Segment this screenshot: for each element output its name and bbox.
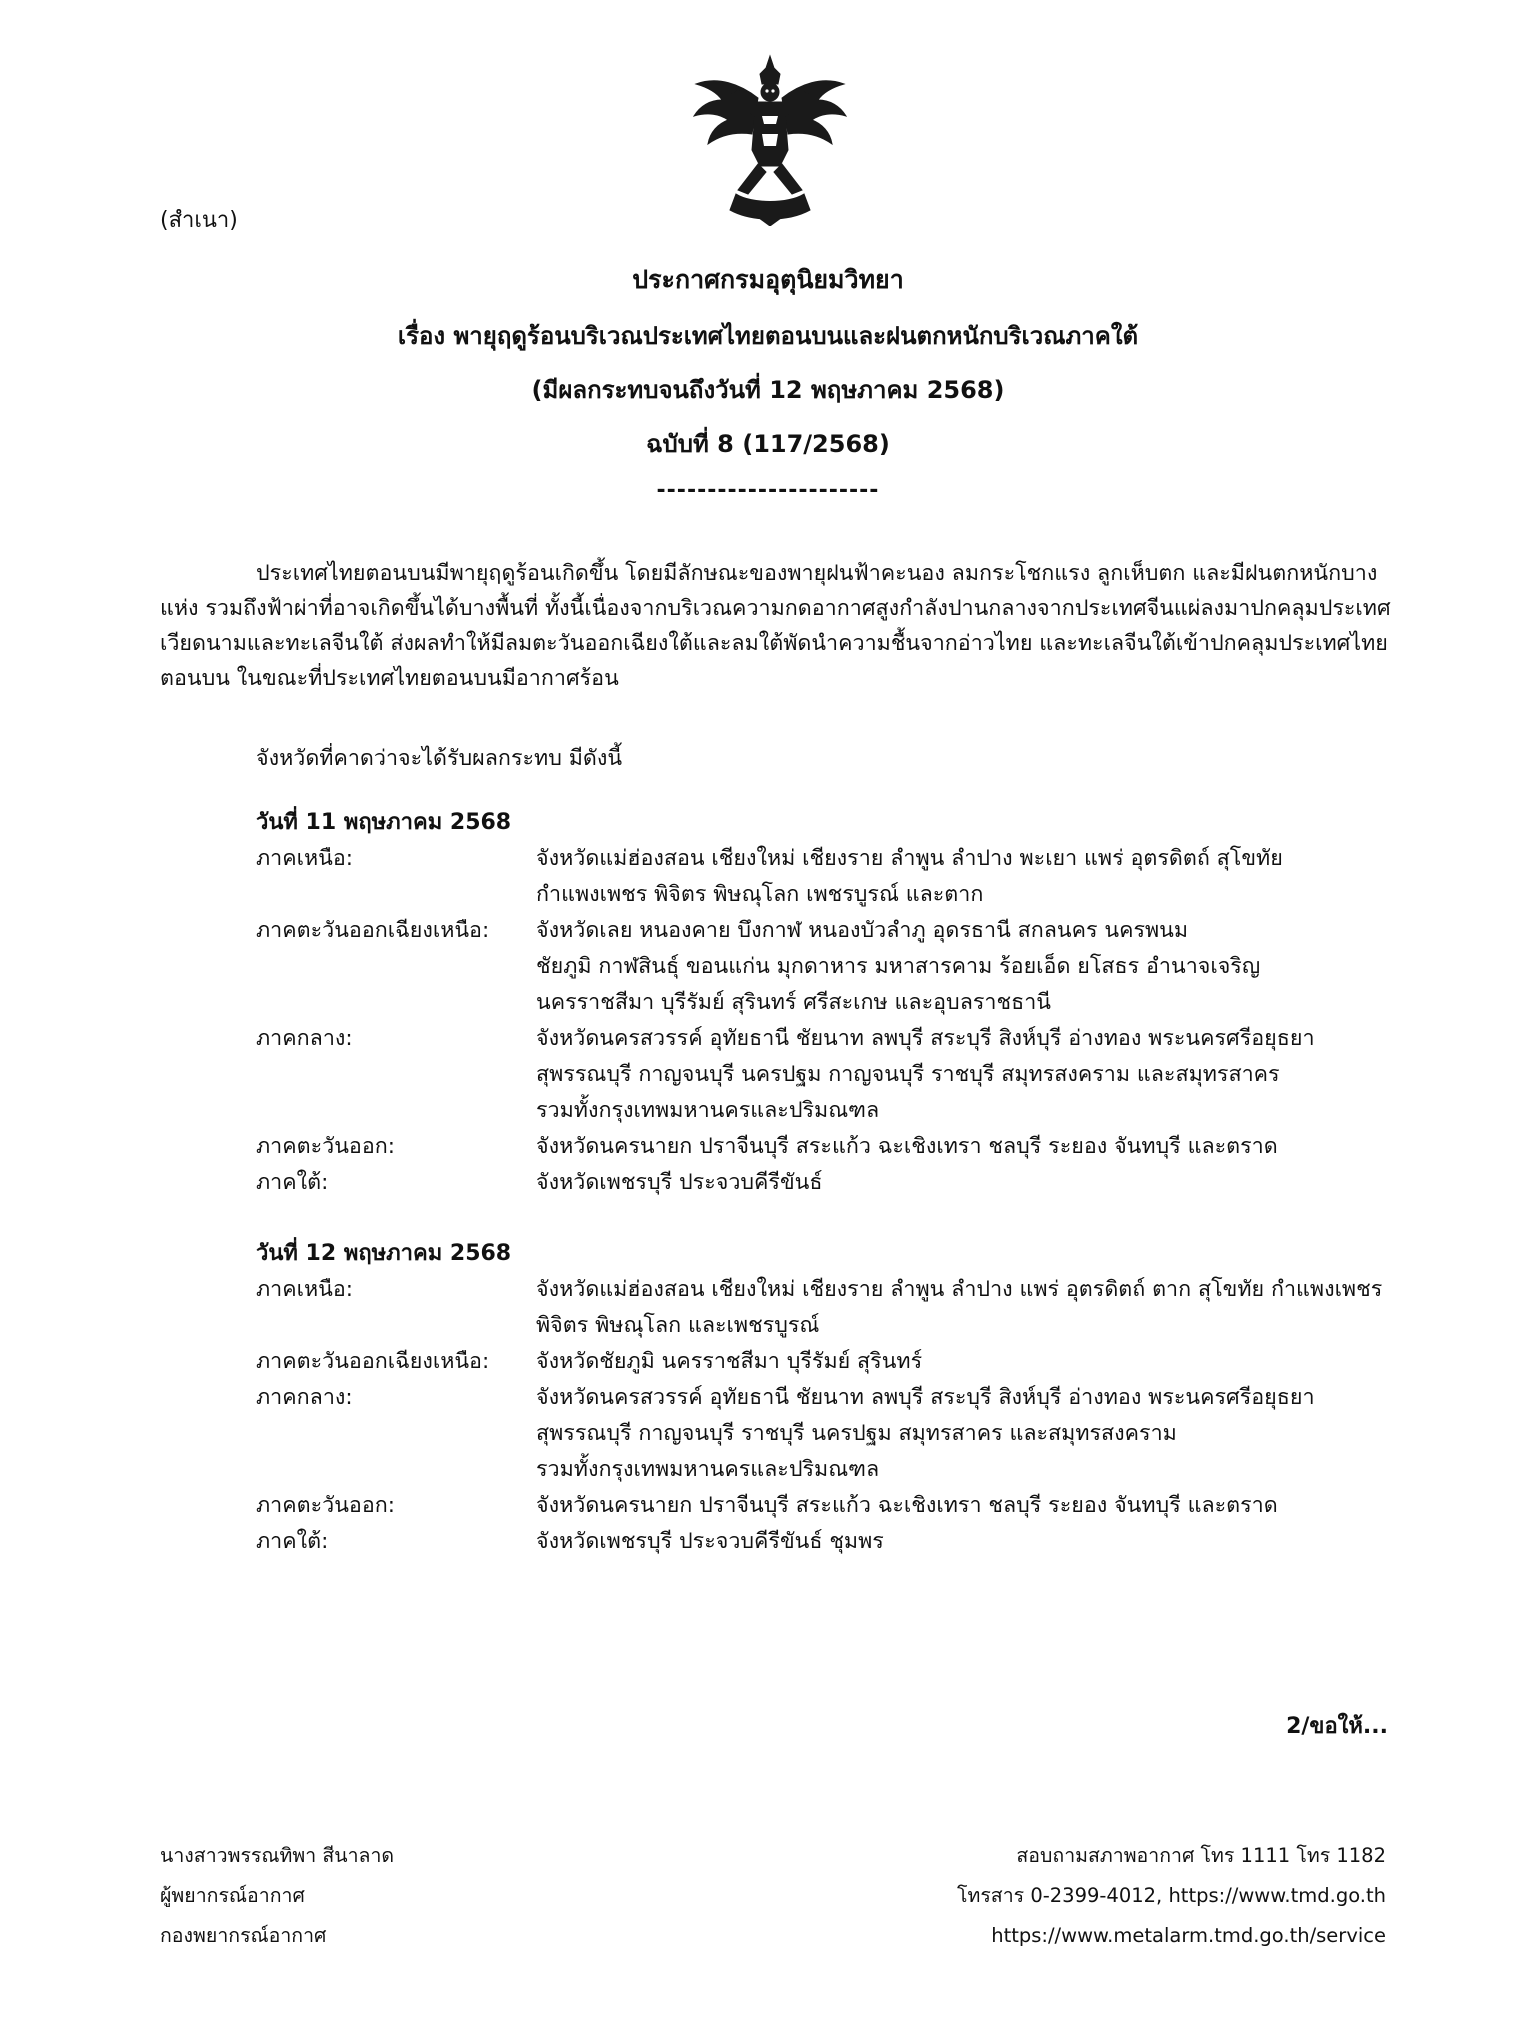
region-provinces: [536, 841, 1416, 913]
province-line: จังหวัดเลย หนองคาย บึงกาฬ หนองบัวลำภู อุดรธานี สกลนคร นครพนม: [536, 918, 1189, 943]
region-row: [256, 1129, 1416, 1165]
forecaster-division: กองพยากรณ์อากาศ: [160, 1924, 327, 1947]
footer-contact: [957, 1836, 1386, 1956]
next-page-reference: 2/ขอให้...: [1286, 1714, 1388, 1739]
region-label: ภาคใต้:: [256, 1170, 329, 1195]
province-line: จังหวัดเพชรบุรี ประจวบคีรีขันธ์ ชุมพร: [536, 1529, 884, 1554]
region-label: ภาคใต้:: [256, 1529, 329, 1554]
title-separator: ----------------------: [656, 478, 880, 503]
region-row: [256, 913, 1416, 1021]
region-label: ภาคกลาง:: [256, 1385, 353, 1410]
day1-section: [256, 805, 1416, 1201]
province-line: จังหวัดนครสวรรค์ อุทัยธานี ชัยนาท ลพบุรี สระบุรี สิงห์บุรี อ่างทอง พระนครศรีอยุธยา: [536, 1026, 1315, 1051]
region-provinces: [536, 1344, 1416, 1380]
province-line: ชัยภูมิ กาฬสินธุ์ ขอนแก่น มุกดาหาร มหาสารคาม ร้อยเอ็ด ยโสธร อำนาจเจริญ: [536, 954, 1261, 979]
province-line: จังหวัดแม่ฮ่องสอน เชียงใหม่ เชียงราย ลำพูน ลำปาง แพร่ อุตรดิตถ์ ตาก สุโขทัย กำแพงเพชร: [536, 1277, 1383, 1302]
region-provinces: [536, 1165, 1416, 1201]
province-line: สุพรรณบุรี กาญจนบุรี ราชบุรี นครปฐม สมุทรสาคร และสมุทรสงคราม: [536, 1421, 1177, 1446]
province-line: รวมทั้งกรุงเทพมหานครและปริมณฑล: [536, 1098, 880, 1123]
province-line: จังหวัดนครสวรรค์ อุทัยธานี ชัยนาท ลพบุรี สระบุรี สิงห์บุรี อ่างทอง พระนครศรีอยุธยา: [536, 1385, 1315, 1410]
affected-provinces-lead: จังหวัดที่คาดว่าจะได้รับผลกระทบ มีดังนี้: [256, 746, 623, 771]
region-row: [256, 1165, 1416, 1201]
region-provinces: [536, 1488, 1416, 1524]
province-line: สุพรรณบุรี กาญจนบุรี นครปฐม กาญจนบุรี ราชบุรี สมุทรสงคราม และสมุทรสาคร: [536, 1062, 1280, 1087]
region-provinces: [536, 1021, 1416, 1129]
footer-forecaster: [160, 1836, 394, 1956]
region-label: ภาคเหนือ:: [256, 1277, 354, 1302]
forecaster-name: นางสาวพรรณทิพา สีนาลาด: [160, 1844, 395, 1867]
intro-paragraph: ประเทศไทยตอนบนมีพายุฤดูร้อนเกิดขึ้น โดยมีลักษณะของพายุฝนฟ้าคะนอง ลมกระโชกแรง ลูกเห็บตก และมีฝนตกหนักบางแห่ง รวมถึงฟ้าผ่าที่อาจเกิดขึ้นได้บางพื้นที่ ทั้งนี้เนื่องจากบริเวณความกดอากาศสูงกำลังปานกลางจากประเทศจีนแผ่ลงมาปกคลุมประเทศเวียดนามและทะเลจีนใต้ ส่งผลทำให้มีลมตะวันออกเฉียงใต้และลมใต้พัดนำความชื้นจากอ่าวไทย และทะเลจีนใต้เข้าปกคลุมประเทศไทยตอนบน ในขณะที่ประเทศไทยตอนบนมีอากาศร้อน: [160, 561, 1391, 691]
region-provinces: [536, 1524, 1416, 1560]
garuda-emblem-icon: [688, 54, 852, 226]
region-label: ภาคตะวันออก:: [256, 1134, 395, 1159]
forecaster-position: ผู้พยากรณ์อากาศ: [160, 1884, 305, 1907]
contact-service-url: https://www.metalarm.tmd.go.th/service: [991, 1924, 1386, 1947]
day2-title: วันที่ 12 พฤษภาคม 2568: [256, 1241, 512, 1266]
contact-phone: สอบถามสภาพอากาศ โทร 1111 โทร 1182: [1016, 1844, 1386, 1867]
announcement-issue-number: ฉบับที่ 8 (117/2568): [646, 430, 890, 458]
day1-title: วันที่ 11 พฤษภาคม 2568: [256, 810, 512, 835]
region-row: [256, 1021, 1416, 1129]
province-line: จังหวัดชัยภูมิ นครราชสีมา บุรีรัมย์ สุรินทร์: [536, 1349, 923, 1374]
region-label: ภาคกลาง:: [256, 1026, 353, 1051]
day2-regions: [256, 1272, 1416, 1560]
province-line: จังหวัดแม่ฮ่องสอน เชียงใหม่ เชียงราย ลำพูน ลำปาง พะเยา แพร่ อุตรดิตถ์ สุโขทัย: [536, 846, 1283, 871]
region-label: ภาคตะวันออกเฉียงเหนือ:: [256, 1349, 490, 1374]
day2-section: [256, 1236, 1416, 1560]
announcement-title: ประกาศกรมอุตุนิยมวิทยา: [632, 265, 904, 294]
day1-regions: [256, 841, 1416, 1201]
province-line: พิจิตร พิษณุโลก และเพชรบูรณ์: [536, 1313, 820, 1338]
province-line: จังหวัดนครนายก ปราจีนบุรี สระแก้ว ฉะเชิงเทรา ชลบุรี ระยอง จันทบุรี และตราด: [536, 1134, 1278, 1159]
region-row: [256, 1344, 1416, 1380]
announcement-effective: (มีผลกระทบจนถึงวันที่ 12 พฤษภาคม 2568): [531, 376, 1005, 404]
copy-mark: (สำเนา): [160, 208, 238, 233]
region-row: [256, 1380, 1416, 1488]
region-row: [256, 1488, 1416, 1524]
region-row: [256, 1524, 1416, 1560]
province-line: นครราชสีมา บุรีรัมย์ สุรินทร์ ศรีสะเกษ และอุบลราชธานี: [536, 990, 1051, 1015]
contact-fax-website: โทรสาร 0-2399-4012, https://www.tmd.go.th: [957, 1884, 1386, 1907]
region-row: [256, 1272, 1416, 1344]
province-line: จังหวัดเพชรบุรี ประจวบคีรีขันธ์: [536, 1170, 823, 1195]
region-provinces: [536, 1380, 1416, 1488]
region-row: [256, 841, 1416, 913]
region-label: ภาคตะวันออกเฉียงเหนือ:: [256, 918, 490, 943]
announcement-subject: เรื่อง พายุฤดูร้อนบริเวณประเทศไทยตอนบนและฝนตกหนักบริเวณภาคใต้: [397, 322, 1139, 350]
province-line: รวมทั้งกรุงเทพมหานครและปริมณฑล: [536, 1457, 880, 1482]
region-provinces: [536, 1129, 1416, 1165]
region-provinces: [536, 913, 1416, 1021]
province-line: กำแพงเพชร พิจิตร พิษณุโลก เพชรบูรณ์ และตาก: [536, 882, 984, 907]
region-label: ภาคเหนือ:: [256, 846, 354, 871]
region-label: ภาคตะวันออก:: [256, 1493, 395, 1518]
province-line: จังหวัดนครนายก ปราจีนบุรี สระแก้ว ฉะเชิงเทรา ชลบุรี ระยอง จันทบุรี และตราด: [536, 1493, 1278, 1518]
region-provinces: [536, 1272, 1416, 1344]
